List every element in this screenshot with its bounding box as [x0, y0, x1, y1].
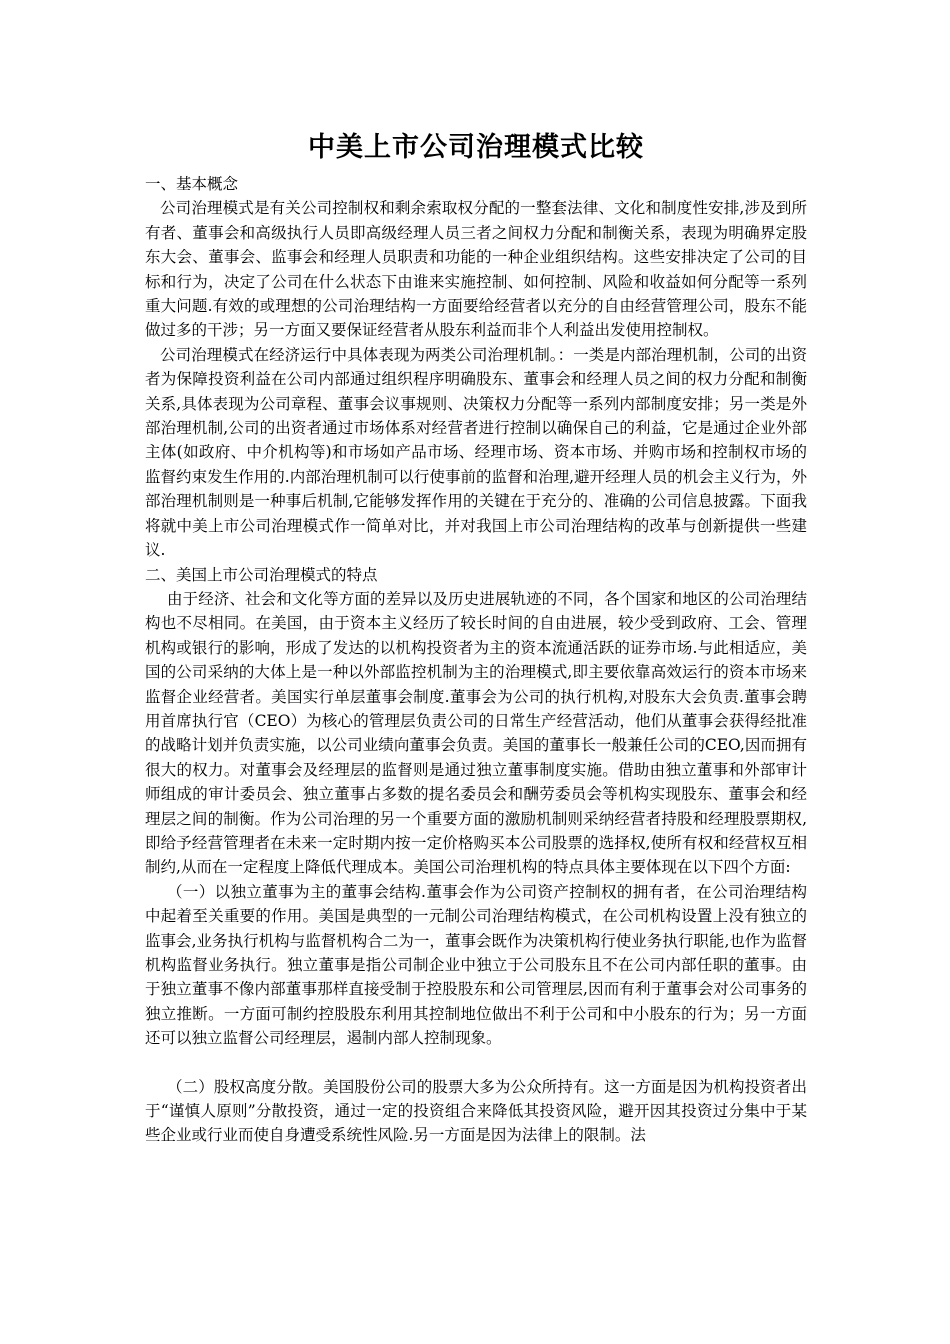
paragraph: 公司治理模式是有关公司控制权和剩余索取权分配的一整套法律、文化和制度性安排,涉及到所有者、董事会和高级执行人员即高级经理人员三者之间权力分配和制衡关系，表现为明确界定股东大会、董事会、监事会和经理人员职责和功能的一种企业组织结构。这些安排决定了公司的目标和行为，决定了公司在什么状态下由谁来实施控制、如何控制、风险和收益如何分配等一系列重大问题.有效的或理想的公司治理结构一方面要给经营者以充分的自由经营管理公司，股东不能做过多的干涉；另一方面又要保证经营者从股东利益而非个人利益出发使用控制权。	[145, 199, 807, 340]
section-heading-basic-concepts: 一、基本概念	[145, 175, 239, 193]
document-page	[145, 128, 807, 1148]
blank-line	[145, 1051, 807, 1075]
paragraph: 由于经济、社会和文化等方面的差异以及历史进展轨迹的不同，各个国家和地区的公司治理结构也不尽相同。在美国，由于资本主义经历了较长时间的自由进展，较少受到政府、工会、管理机构或银行的影响，形成了发达的以机构投资者为主的资本流通活跃的证券市场.与此相适应，美国的公司采纳的大体上是一种以外部监控机制为主的治理模式,即主要依靠高效运行的资本市场来监督企业经营者。美国实行单层董事会制度.董事会为公司的执行机构,对股东大会负责.董事会聘用首席执行官（CEO）为核心的管理层负责公司的日常生产经营活动，他们从董事会获得经批准的战略计划并负责实施，以公司业绩向董事会负责。美国的董事长一般兼任公司的CEO,因而拥有很大的权力。对董事会及经理层的监督则是通过独立董事制度实施。借助由独立董事和外部审计师组成的审计委员会、独立董事占多数的提名委员会和酬劳委员会等机构实现股东、董事会和经理层之间的制衡。作为公司治理的另一个重要方面的激励机制则采纳经营者持股和经理股票期权,即给予经营管理者在未来一定时期内按一定价格购买本公司股票的选择权,使所有权和经营权互相制约,从而在一定程度上降低代理成本。美国公司治理机构的特点具体主要体现在以下四个方面:	[145, 589, 807, 877]
paragraph: （二）股权高度分散。美国股份公司的股票大多为公众所持有。这一方面是因为机构投资者出于“谨慎人原则”分散投资，通过一定的投资组合来降低其投资风险，避开因其投资过分集中于某些企业或行业而使自身遭受系统性风险.另一方面是因为法律上的限制。法	[145, 1077, 807, 1145]
paragraph: （一）以独立董事为主的董事会结构.董事会作为公司资产控制权的拥有者，在公司治理结构中起着至关重要的作用。美国是典型的一元制公司治理结构模式，在公司机构设置上没有独立的监事会,业务执行机构与监督机构合二为一，董事会既作为决策机构行使业务执行职能,也作为监督机构监督业务执行。独立董事是指公司制企业中独立于公司股东且不在公司内部任职的董事。由于独立董事不像内部董事那样直接受制于控股股东和公司管理层,因而有利于董事会对公司事务的独立推断。一方面可制约控股股东利用其控制地位做出不利于公司和中小股东的行为；另一方面还可以独立监督公司经理层，遏制内部人控制现象。	[145, 882, 807, 1048]
document-title: 中美上市公司治理模式比较	[308, 132, 644, 163]
paragraph: 公司治理模式在经济运行中具体表现为两类公司治理机制。：一类是内部治理机制，公司的出资者为保障投资利益在公司内部通过组织程序明确股东、董事会和经理人员之间的权力分配和制衡关系,具体表现为公司章程、董事会议事规则、决策权力分配等一系列内部制度安排；另一类是外部治理机制,公司的出资者通过市场体系对经营者进行控制以确保自己的利益，它是通过企业外部主体(如政府、中介机构等)和市场如产品市场、经理市场、资本市场、并购市场和控制权市场的监督约束发生作用的.内部治理机制可以行使事前的监督和治理,避开经理人员的机会主义行为，外部治理机制则是一种事后机制,它能够发挥作用的关键在于充分的、准确的公司信息披露。下面我将就中美上市公司治理模式作一简单对比，并对我国上市公司治理结构的改革与创新提供一些建议.	[145, 345, 807, 560]
section-heading-us-model: 二、美国上市公司治理模式的特点	[145, 565, 378, 584]
